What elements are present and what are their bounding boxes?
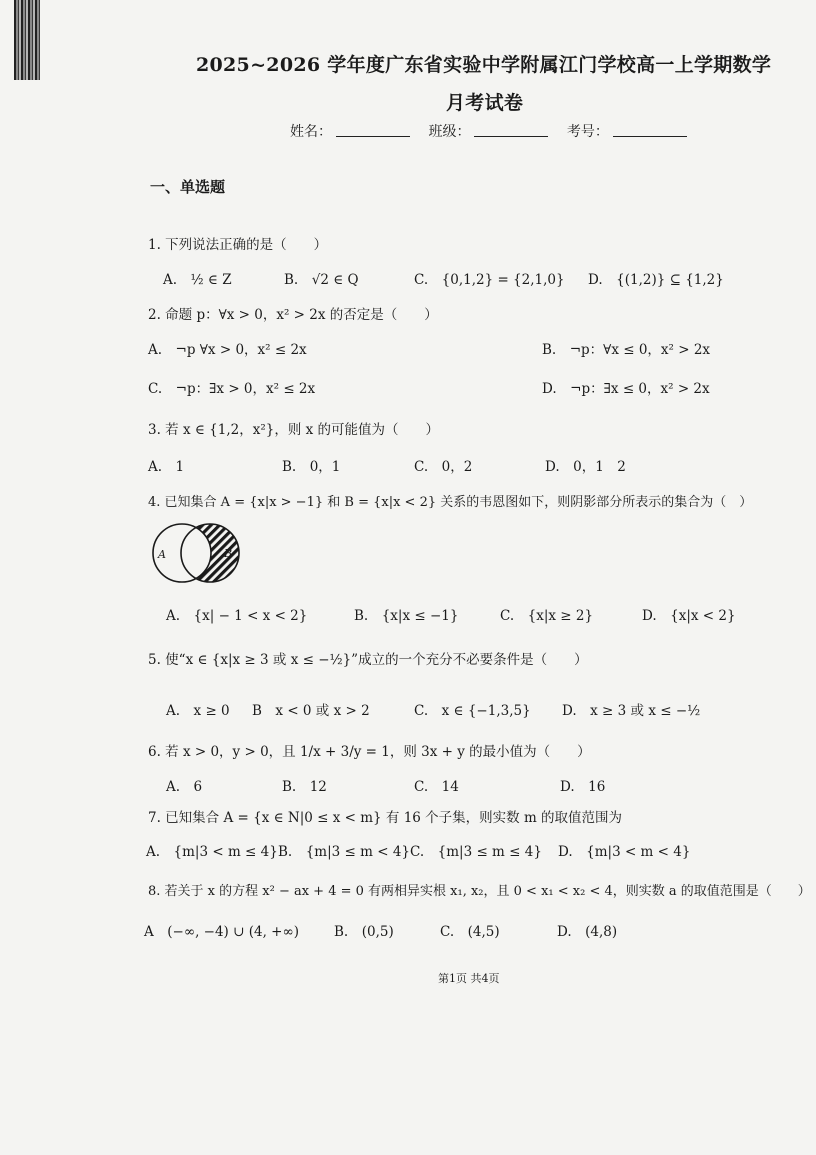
option-b: B. 0，1	[282, 459, 341, 475]
option-a: A. 6	[166, 779, 203, 795]
class-blank	[474, 136, 548, 137]
question-stem: 4. 已知集合 A = {x|x > −1} 和 B = {x|x < 2} 关系的韦恩图如下，则阴影部分所表示的集合为（ ）	[148, 495, 753, 510]
option-a: A. x ≥ 0	[166, 703, 230, 719]
option-d: D. {x|x < 2}	[642, 608, 736, 624]
option-a: A. {m|3 < m ≤ 4}	[146, 844, 278, 860]
option-d: D. ¬p：∃x ≤ 0，x² > 2x	[542, 381, 710, 397]
option-c: C. {0,1,2} = {2,1,0}	[414, 272, 565, 288]
question-stem: 6. 若 x > 0，y > 0，且 1/x + 3/y = 1，则 3x + y 的最小值为（ ）	[148, 744, 591, 760]
question-stem: 2. 命题 p：∀x > 0，x² > 2x 的否定是（ ）	[148, 307, 438, 323]
student-info-row	[290, 121, 701, 141]
question-stem: 5. 使“x ∈ {x|x ≥ 3 或 x ≤ −½}”成立的一个充分不必要条件是（ ）	[148, 652, 588, 668]
option-c: C. ¬p：∃x > 0，x² ≤ 2x	[148, 381, 316, 397]
option-d: D. x ≥ 3 或 x ≤ −½	[562, 703, 701, 719]
section-heading: 一、单选题	[150, 178, 226, 196]
page-footer: 第1页 共4页	[438, 972, 500, 985]
exam-no-blank	[613, 136, 687, 137]
option-b: B. {x|x ≤ −1}	[354, 608, 459, 624]
venn-label-a: A	[158, 548, 166, 561]
exam-no-label: 考号：	[566, 124, 609, 140]
option-b: B. 12	[282, 779, 327, 795]
venn-diagram	[144, 522, 250, 584]
option-b: B. (0,5)	[334, 924, 394, 940]
option-a: A. {x| − 1 < x < 2}	[166, 608, 308, 624]
option-a: A (−∞, −4) ∪ (4, +∞)	[144, 924, 299, 940]
venn-label-b: B	[224, 547, 233, 560]
question-stem: 3. 若 x ∈ {1,2，x²}，则 x 的可能值为（ ）	[148, 422, 440, 438]
option-a: A. 1	[148, 459, 185, 475]
question-stem: 8. 若关于 x 的方程 x² − ax + 4 = 0 有两相异实根 x₁, x₂，且 0 < x₁ < x₂ < 4，则实数 a 的取值范围是（ ）	[148, 884, 811, 899]
option-a: A. ½ ∈ Z	[163, 272, 232, 288]
class-label: 班级：	[428, 124, 471, 140]
option-d: D. 16	[560, 779, 606, 795]
option-d: D. {m|3 < m < 4}	[558, 844, 691, 860]
option-d: D. 0，1 2	[545, 459, 626, 475]
name-blank	[336, 136, 410, 137]
question-stem: 1. 下列说法正确的是（ ）	[148, 237, 328, 253]
option-b: B. ¬p：∀x ≤ 0，x² > 2x	[542, 342, 711, 358]
option-c: C. x ∈ {−1,3,5}	[414, 703, 531, 719]
option-c: C. 14	[414, 779, 459, 795]
option-a: A. ¬p ∀x > 0，x² ≤ 2x	[148, 342, 307, 358]
question-stem: 7. 已知集合 A = {x ∈ N|0 ≤ x < m} 有 16 个子集，则实数 m 的取值范围为	[148, 810, 623, 826]
scan-edge-artifact	[14, 0, 40, 80]
option-c: C. {x|x ≥ 2}	[500, 608, 594, 624]
option-b: B x < 0 或 x > 2	[252, 703, 370, 719]
option-c: C. {m|3 ≤ m ≤ 4}	[410, 844, 542, 860]
exam-title-line2: 月考试卷	[446, 92, 524, 114]
option-c: C. 0，2	[414, 459, 473, 475]
option-b: B. {m|3 ≤ m < 4}	[278, 844, 411, 860]
option-d: D. {(1,2)} ⊆ {1,2}	[588, 272, 724, 288]
option-d: D. (4,8)	[557, 924, 618, 940]
exam-title-line1: 2025~2026 学年度广东省实验中学附属江门学校高一上学期数学	[196, 54, 772, 76]
name-label: 姓名：	[290, 124, 332, 140]
option-c: C. (4,5)	[440, 924, 500, 940]
option-b: B. √2 ∈ Q	[284, 272, 359, 288]
